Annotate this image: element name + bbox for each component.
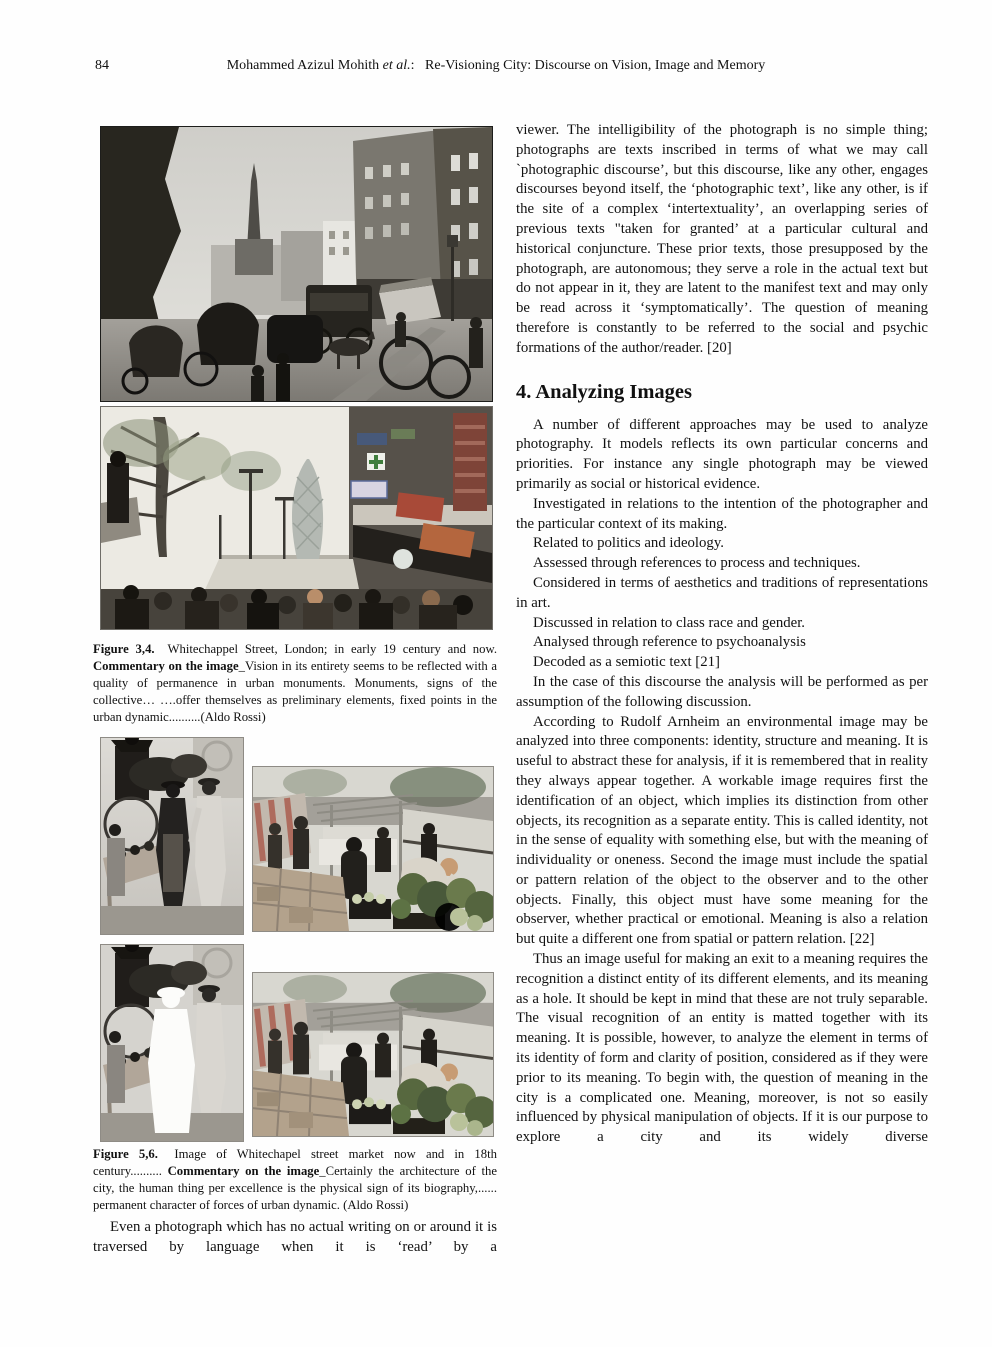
left-column-paragraph: Even a photograph which has no actual writing on or around it is traversed by language when it is ‘read’ by a [93,1219,497,1255]
figure-5-6-caption [93,1146,497,1214]
section-heading-analyzing-images: 4. Analyzing Images [516,380,692,403]
figure-5-6-commentary-label: Commentary on the image [167,1164,320,1178]
figure-6-photo-market-modern-2 [252,972,494,1137]
running-header-title: : Re-Visioning City: Discourse on Vision, Image and Memory [410,58,766,73]
figure-3-photo-historic-street [100,126,493,402]
modern-market-illustration [253,767,493,931]
continuation-paragraph: viewer. The intelligibility of the photograph is no simple thing; photographs are texts inscribed in terms of what we may call `photographic discourse’, but this discourse, like any other, engages discourses beyond itself, the ‘photographic text’, like any other, is if the site of a complex ‘intertextuality’, an overlapping series of previous texts "taken for granted’ at a particular cultural and historical conjuncture. These prior texts, those presupposed by the photograph, are autonomous; they serve a role in the actual text but do not appear in it, they are latent to the manifest text and may only be read across it ‘symptomatically’. The question of meaning therefore is constantly to be referred to the social and psychic formations of the author/reader. [20] [516,122,928,356]
body-paragraph: According to Rudolf Arnheim an environmental image may be analyzed into three components: identity, structure and meaning. It is useful to abstract these for analysis, if it is remembered that in reality they always appear together. A workable image requires first the identification of an object, which implies its distinction from other objects, its recognition as a separate entity. This is called identity, not in the sense of equality with something else, but with the meaning of individuality or oneness. Second the image must include the spatial or pattern relation of the object to the observer and to the other objects. Finally, this object must have some meaning for the observer, whether practical or emotional. Meaning is also a relation but quite a different one from spatial or pattern relation. [22] [516,713,928,948]
body-paragraph: A number of different approaches may be used to analyze photography. It models reflects its own particular concerns and priorities. For instance any single photograph may be viewed primarily as social or historical evidence. [516,416,928,492]
body-paragraph: Thus an image useful for making an exit to a meaning requires the recognition a distinct entity of its different elements, and its meaning as a hole. It should be kept in mind that these are not truly separable. The visual recognition of an entity is matted together with its meaning. It is possible, however, to analyze the element in terms of its identity of form and clarity of position, considered as if they were prior to its meaning. To begin with, the question of meaning in the city is a complicated one. Meaning, moreover, is not so easily influenced by physical manipulation of objects. If it is our purpose to explore a city and its widely diverse [516,951,928,1146]
figure-4-photo-modern-street [100,406,493,630]
body-paragraph: Decoded as a semiotic text [21] [533,654,720,671]
figure-3-4-text: Whitechappel Street, London; in early 19 century and now. [154,642,497,656]
figure-3-4-commentary-text: _Vision in its entirety seems to be reflected with a quality of permanence in urban monuments. Monuments, signs of the collective… ….offer themselves as preliminary elements, fixed points in the urban dynamic..........(Aldo Rossi) [93,659,497,724]
figure-6-photo-market-modern [252,766,494,932]
running-header-etal: et al. [382,58,411,73]
right-column [516,121,928,1148]
figure-3-4-caption [93,641,497,726]
body-paragraph: Analysed through reference to psychoanalysis [533,634,806,651]
figure-5-6-label: Figure 5,6. [93,1147,158,1161]
body-paragraph: In the case of this discourse the analysis will be performed as per assumption of the following discussion. [516,673,928,710]
figure-5-photo-market-silhouette [100,944,244,1142]
figure-5-6-text: Image of Whitechapel street market now and in 18th century.......... [93,1147,497,1178]
figure-5-6-commentary-text: _Certainly the architecture of the city, the human thing per excellence is the physical sign of its biography,...... permanent character of forces of urban dynamic. (Aldo Rossi) [93,1164,497,1212]
page-number: 84 [95,58,109,73]
modern-street-illustration [101,407,492,629]
body-paragraph: Considered in terms of aesthetics and traditions of representations in art. [516,574,928,611]
body-paragraph: Related to politics and ideology. [533,535,724,552]
historic-street-illustration [101,127,492,401]
modern-market-illustration-2 [253,973,493,1136]
body-paragraph: Discussed in relation to class race and gender. [533,614,806,631]
body-paragraph: Investigated in relations to the intention of the photographer and the particular context of its making. [516,495,928,532]
historic-market-silhouette-illustration [101,945,243,1141]
historic-market-illustration [101,738,243,934]
figure-3-4-commentary-label: Commentary on the image [93,659,239,673]
running-header-authors: Mohammed Azizul Mohith [226,58,383,73]
running-header [0,58,992,74]
figure-3-4-label: Figure 3,4. [93,642,155,656]
body-paragraph: Assessed through references to process and techniques. [533,555,861,572]
figure-5-photo-market-historic [100,737,244,935]
